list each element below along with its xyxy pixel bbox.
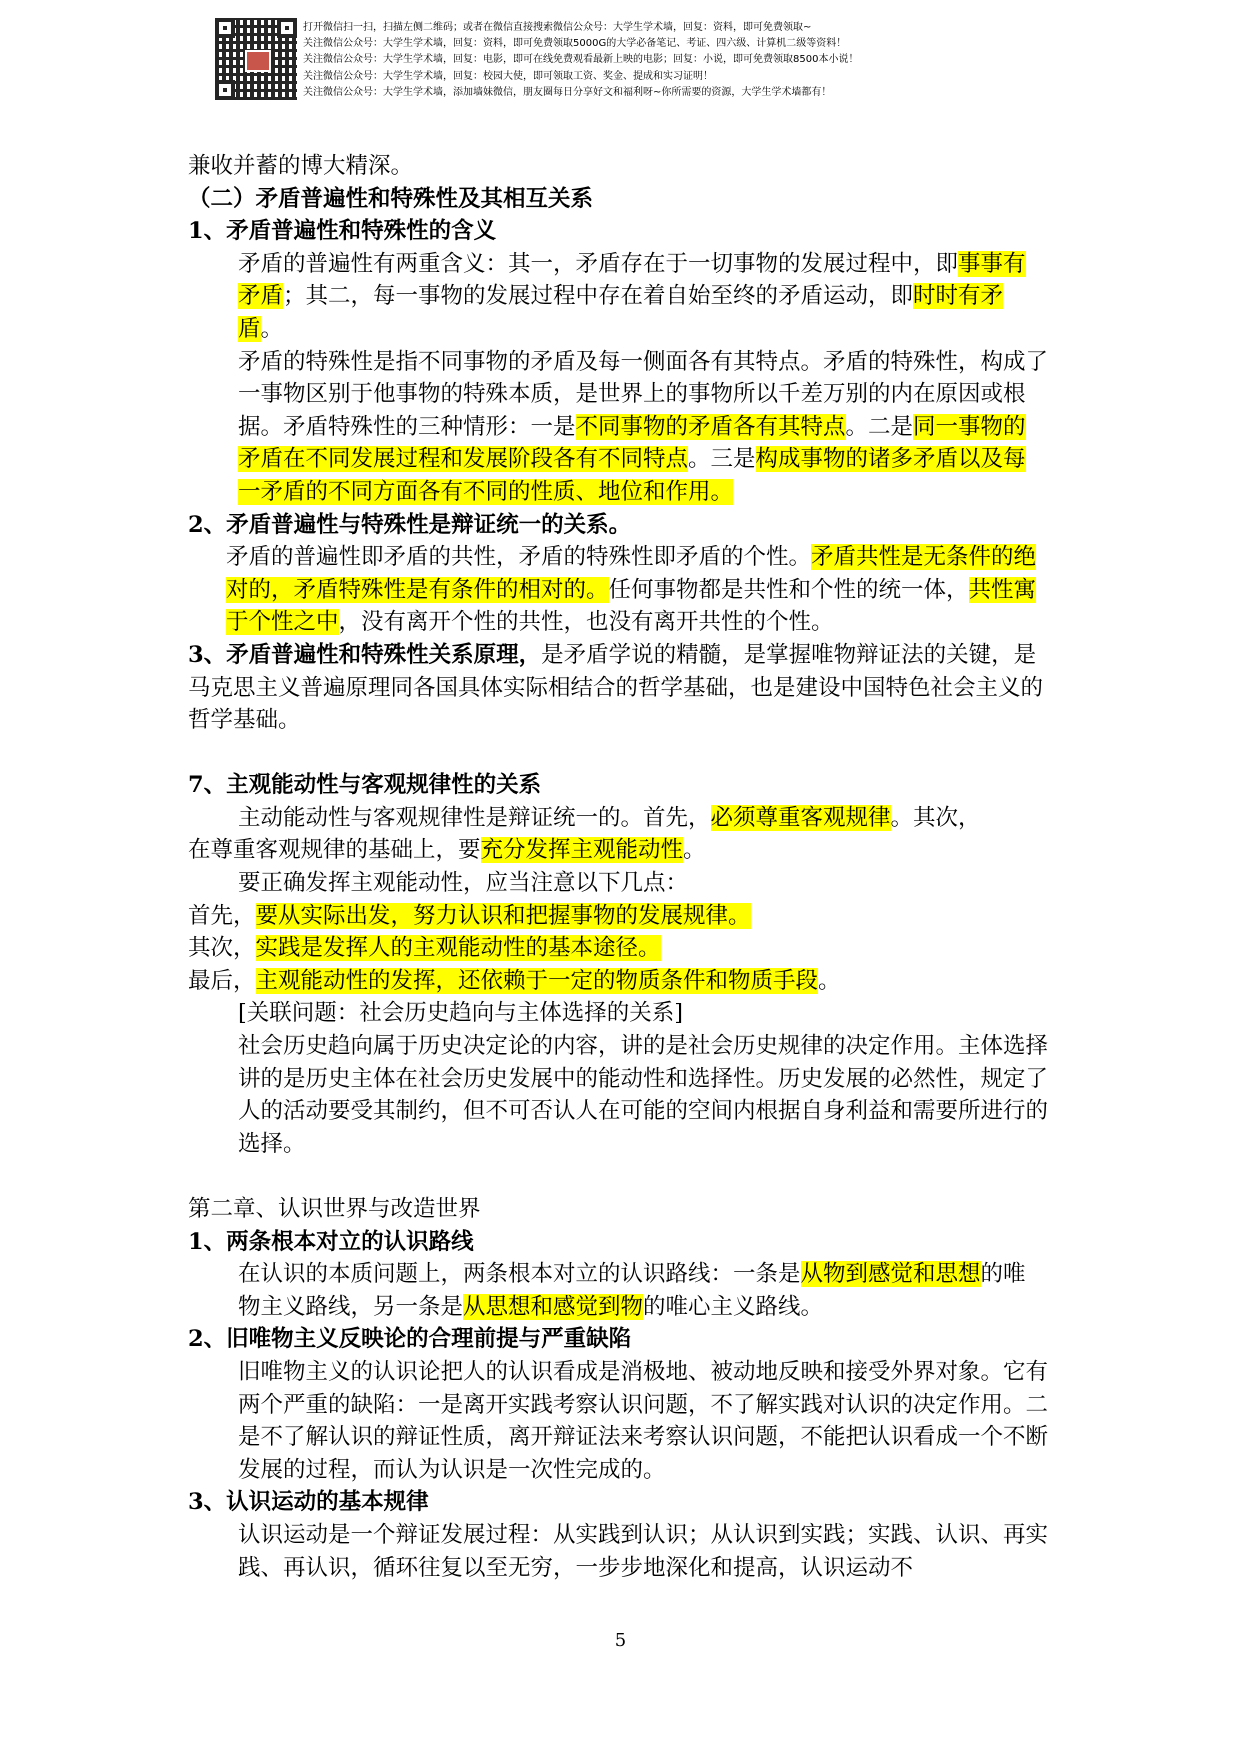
paragraph: 社会历史趋向属于历史决定论的内容，讲的是社会历史规律的决定作用。主体选择讲的是历史主体在社会历史发展中的能动性和选择性。历史发展的必然性，规定了人的活动要受其制约，但不可否认人在可能的空间内根据自身利益和需要所进行的选择。 (238, 1033, 1049, 1157)
header-line: 关注微信公众号：大学生学术墙，添加墙妹微信，朋友圈每日分享好文和福利呀~你所需要的资源，大学生学术墙都有！ (303, 86, 832, 98)
paragraph: 首先，要从实际出发，努力认识和把握事物的发展规律。 (188, 902, 751, 929)
sub-heading: 1、矛盾普遍性和特殊性的含义 (188, 218, 497, 245)
paragraph: 认识运动是一个辩证发展过程：从实践到认识；从认识到实践；实践、认识、再实践、再认识，循环往复以至无穷，一步步地深化和提高，认识运动不 (238, 1521, 1049, 1581)
paragraph: 矛盾的普遍性有两重含义：其一，矛盾存在于一切事物的发展过程中，即事事有矛盾；其二，每一事物的发展过程中存在着自始至终的矛盾运动，即时时有矛盾。 (238, 250, 1026, 342)
header-line: 关注微信公众号：大学生学术墙，回复：资料，即可免费领取5000G的大学必备笔记、考证、四六级、计算机二级等资料！ (303, 38, 847, 50)
paragraph: 矛盾的特殊性是指不同事物的矛盾及每一侧面各有其特点。矛盾的特殊性，构成了一事物区别于他事物的特殊本质，是世界上的事物所以千差万别的内在原因或根据。矛盾特殊性的三种情形：一是不同事物的矛盾各有其特点。二是同一事物的矛盾在不同发展过程和发展阶段各有不同特点。三是构成事物的诸多矛盾以及每一矛盾的不同方面各有不同的性质、地位和作用。 (238, 348, 1049, 505)
page-header (215, 18, 1035, 104)
document-body (188, 150, 1048, 1584)
header-line: 关注微信公众号：大学生学术墙，回复：校园大使，即可领取工资、奖金、提成和实习证明！ (303, 70, 713, 82)
paragraph: 最后，主观能动性的发挥，还依赖于一定的物质条件和物质手段。 (188, 967, 841, 994)
sub-heading: 1、两条根本对立的认识路线 (188, 1228, 474, 1255)
sub-heading: 7、主观能动性与客观规律性的关系 (188, 772, 542, 799)
header-line: 关注微信公众号：大学生学术墙，回复：电影，即可在线免费观看最新上映的电影；回复：小说，即可免费领取8500本小说！ (303, 54, 859, 66)
highlight: 事事有矛盾 (238, 250, 1026, 310)
paragraph: 要正确发挥主观能动性，应当注意以下几点： (238, 870, 689, 897)
section-heading: （二）矛盾普遍性和特殊性及其相互关系 (188, 185, 594, 212)
highlight: 实践是发挥人的主观能动性的基本途径。 (255, 935, 661, 962)
sub-heading: 3、认识运动的基本规律 (188, 1489, 429, 1516)
highlight: 从物到感觉和思想 (800, 1261, 981, 1288)
highlight: 不同事物的矛盾各有其特点 (575, 413, 846, 440)
highlight: 从思想和感觉到物 (463, 1293, 644, 1320)
highlight: 要从实际出发，努力认识和把握事物的发展规律。 (255, 902, 751, 929)
paragraph: 旧唯物主义的认识论把人的认识看成是消极地、被动地反映和接受外界对象。它有两个严重的缺陷：一是离开实践考察认识问题，不了解实践对认识的决定作用。二是不了解认识的辩证性质，离开辩证法来考察认识问题，不能把认识看成一个不断发展的过程，而认为认识是一次性完成的。 (238, 1358, 1049, 1483)
chapter-heading: 第二章、认识世界与改造世界 (188, 1196, 481, 1222)
header-line: 打开微信扫一扫，扫描左侧二维码；或者在微信直接搜索微信公众号：大学生学术墙，回复：资料，即可免费领取~ (303, 22, 812, 33)
highlight: 构成事物的诸多矛盾以及每一矛盾的不同方面各有不同的性质、地位和作用。 (238, 446, 1026, 505)
highlight: 充分发挥主观能动性 (480, 837, 684, 864)
highlight: 矛盾共性是无条件的绝对的，矛盾特殊性是有条件的相对的。 (226, 544, 1037, 603)
paragraph: 3、矛盾普遍性和特殊性关系原理，是矛盾学说的精髓，是掌握唯物辩证法的关键，是马克思主义普遍原理同各国具体实际相结合的哲学基础，也是建设中国特色社会主义的哲学基础。 (188, 641, 1044, 734)
highlight: 时时有矛盾 (238, 283, 1004, 342)
paragraph: [关联问题：社会历史趋向与主体选择的关系] (238, 1000, 684, 1027)
paragraph: 兼收并蓄的博大精深。 (188, 153, 414, 179)
paragraph: 主动能动性与客观规律性是辩证统一的。首先，必须尊重客观规律。其次， 在尊重客观规律的基础上，要充分发挥主观能动性。 (188, 804, 981, 864)
paragraph: 矛盾的普遍性即矛盾的共性，矛盾的特殊性即矛盾的个性。矛盾共性是无条件的绝对的，矛盾特殊性是有条件的相对的。任何事物都是共性和个性的统一体，共性寓于个性之中，没有离开个性的共性，也没有离开共性的个性。 (226, 544, 1037, 636)
highlight: 必须尊重客观规律 (710, 804, 891, 831)
paragraph: 在认识的本质问题上，两条根本对立的认识路线：一条是从物到感觉和思想的唯物主义路线，另一条是从思想和感觉到物的唯心主义路线。 (238, 1261, 1026, 1320)
paragraph: 其次，实践是发挥人的主观能动性的基本途径。 (188, 935, 661, 962)
qr-code-icon (215, 18, 297, 100)
highlight: 同一事物的矛盾在不同发展过程和发展阶段各有不同特点 (238, 413, 1026, 473)
page-number: 5 (614, 1630, 627, 1651)
header-text (303, 20, 858, 101)
highlight: 主观能动性的发挥，还依赖于一定的物质条件和物质手段 (255, 967, 819, 994)
sub-heading: 2、矛盾普遍性与特殊性是辩证统一的关系。 (188, 511, 632, 538)
highlight: 共性寓于个性之中 (226, 576, 1037, 636)
sub-heading: 2、旧唯物主义反映论的合理前提与严重缺陷 (188, 1326, 632, 1353)
